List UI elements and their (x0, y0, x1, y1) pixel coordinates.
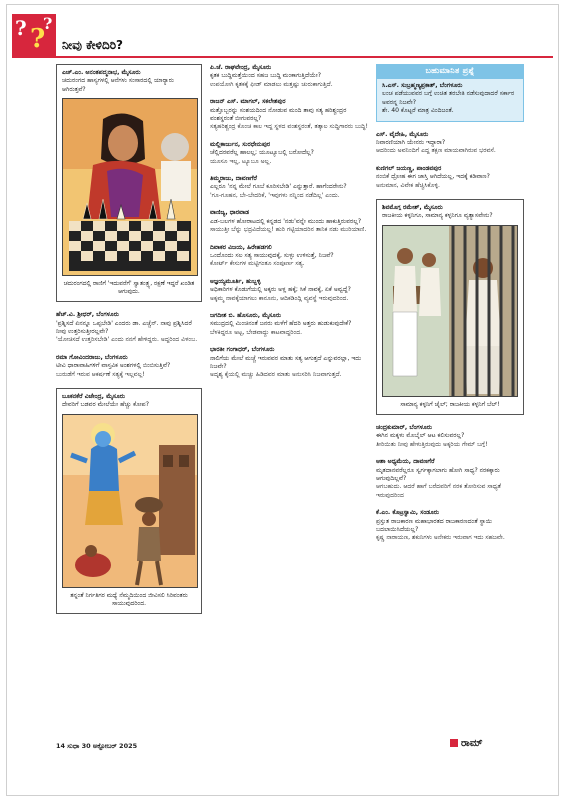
answer-caption: ಸಾಮಾನ್ಯ ಕಳ್ಳನಿಗೆ ಜೈಲ್; ರಾಜಕೀಯ ಕಳ್ಳನಿಗೆ ಬೆಲ್! (400, 400, 500, 408)
question-text: ನಿವಾರಣಿಯಾಗಿ ಯೇನರು ಇದ್ದಾರಾ? (376, 139, 446, 147)
answer-caption: ತನ್ನಂತೆ ನಿರ್ಗತಿಗರ ಮಧ್ಯೆ ನೆಮ್ಮದಿಯಿಂದ ಜೀವಿಸಲಿ ಸಿರಿವಂತರು ಸಾಯುವುದರಿಂದ. (70, 591, 188, 607)
question-text: ಟೀವಿ ಧಾರಾವಾಹಿಗಳಿಗೆ ವಾಸ್ತವಿಕ ಅಂಶಗಳಲ್ಲಿ ಬಿಂಬಿಸುತ್ತಿವೆ? (56, 362, 171, 370)
politician-prisoner-illustration (382, 225, 518, 397)
qa-item (210, 278, 370, 303)
question-box-1 (56, 64, 202, 302)
qa-item (376, 424, 524, 449)
answer-text: ಕೃಷ್ಣ ನಾರಾಯಣ, ಶಕುನಿಗಳು ಅನೇಕರು ಇರುವಾಗ ಇದು ಸಹಜವೇ. (376, 534, 505, 542)
answer-text: ಅನುಮಾನ, ವಿವೇಕ ಹೆಚ್ಚಿಸಿಕೊಳ್ಳಿ. (376, 181, 440, 189)
questioner-name: ದಿವಾಕರ ವಿಜಯ, ಹಿರೇಹಡಗಲಿ (210, 243, 272, 251)
qa-item (376, 509, 524, 543)
question-text: ನಾಲಿಗೆಯ ಮೇಲೆ ಮಚ್ಚೆ ಇರುವವರ ಮಾತು ಸತ್ಯ ಆಗುತ್ತದೆ ಎನ್ನುವರಲ್ಲಾ, ಇದು ನಿಜವೇ? (210, 354, 362, 370)
qa-item (56, 311, 202, 345)
question-text: ಒಂದೊಂದು ಸಲ ಸತ್ಯ ಸಾಯುವುದಕ್ಕೆ, ಸುಳ್ಳು ಉಳಿಸುತ್ತೆ, ನಿಜವೆ? (210, 251, 334, 259)
answer-text: ಆದರಿಂದು ಅವನಿಂದಿಗೆ ಎದ್ದ ತಕ್ಷಣ ಮಾಯವಾಗಿರುವ ಭರವಸೆ. (376, 147, 496, 155)
qa-item (376, 131, 524, 156)
questioner-name: ಚಂದ್ರಕುಮಾರ್, ಬೆಂಗಳೂರು (376, 423, 433, 431)
page-footer: 14 ಸುಧಾ 30 ಅಕ್ಟೋಬರ್ 2025 (56, 742, 138, 750)
columnist-signature (450, 738, 483, 749)
question-text: ಮತ್ತೊಬ್ಬರನ್ನು ಸಂಶಯದಿಂದ ನೋಡುವ ಮಂದಿ ತಾವು ಸತ್ಯ ಹರಿಶ್ಚಂದ್ರರ ವಂಶಸ್ಥರಂತೆ ಬೀಗುವರಲ್ಲ? (210, 106, 347, 123)
qa-item (210, 141, 370, 166)
question-text: 'ಪ್ರಶ್ನಿಸದೆ ಏನನ್ನೂ ಒಪ್ಪಬೇಡಿ' ಎಂದರು ಡಾ. ಎಚ್ಚೆನ್. ನಾವು ಪ್ರಶ್ನಿಸಿದರೆ ನೀವು ಉತ್ತರಿಸುತ್ತೀರಲ್ಲವೇ? (56, 319, 192, 336)
question-text: ಚದುರಂಗದ ಹಾಸ್ಯಗಳಲ್ಲಿ ಆನೆಗಳು ಸಂಸಾರದಲ್ಲಿ ಯಾರ್‍ಯಾರು ಆಗಿರುತ್ತವೆ? (62, 77, 174, 93)
questioner-name: ಕೆ.ಎಂ. ಕೊಟ್ರಸ್ವಾಮಿ, ಸಂಡೂರು (376, 509, 440, 517)
questioner-name: ಹೆಚ್.ವಿ. ಶ್ರೀಧರ್, ಬೆಂಗಳೂರು (56, 311, 119, 319)
questioner-name: ಎಚ್.ಎಂ. ಅನಂತಪದ್ಮನಾಭ, ಮೈಸೂರು (62, 69, 141, 76)
signature-square-icon (450, 739, 458, 747)
answer-text: ಆಗಬಹುದು. ಆದರೆ ಹಾಗೆ ಬರೆದವರಿಗೆ ನರಕ ತೋರಿಸುವ ಸಾಧ್ಯತೆ ಇರುವುದರಿಂದ (376, 483, 501, 499)
qa-item (210, 98, 370, 132)
questioner-name: ಭಾರತೀ ಗಂಗಾಧರ್, ಬೆಂಗಳೂರು (210, 346, 275, 354)
questioner-name: ಮಲ್ಲಿಕಾರ್ಜುನ, ಸುರಧೇನುಪುರ (210, 140, 271, 148)
question-text: ನಂಬಿಕೆ ದ್ರೋಹ ಈಗ ಜಾಸ್ತಿ ಆಗಿದೆಯಲ್ಲ, ಇದಕ್ಕೆ ಕಡಿವಾಣ? (376, 173, 490, 181)
question-text: ಲಂಚ ಪಡೆಯುವವರ ಬಗ್ಗೆ ಉಚಿತ ತರಬೇತಿ ನಡೆಸುವುದಾದರೆ ಸರ್ಕಾರ ಅವರನ್ನ ನಿಜವೇ? (382, 90, 515, 106)
question-text: ದೇವರಿಗೆ ಬಡವರ ಮೇಲೆಯೇ ಹೆಚ್ಚು ಕೋಪ? (62, 401, 149, 409)
questioner-name: ರಮಾ ಗೋವಿಂದರಾಜು, ಬೆಂಗಳೂರು (56, 353, 128, 361)
featured-question-box (376, 78, 524, 122)
qa-item (56, 354, 202, 379)
answer-text: ತೀರಿಯಿತು ನೀವು ಹೇಳುತ್ತಿರುವುದು ಅಕ್ಕರಿಯ ಗೇಮ್ ಬಗ್ಗೆ! (376, 440, 488, 448)
questioner-name: ಎಸ್. ವೈದೇಹಿ, ಮೈಸೂರು (376, 130, 429, 138)
question-text: ಮೃತದಾನವರೆಲ್ಲರೂ ಸ್ವರ್ಗಕ್ಕಾಗಲಾಗು ಹೋಗಿ ಸಾಧ್ಯ? ನರಕಕ್ಕಾರು ಆಗುವುದಿಲ್ಲವೆ? (376, 466, 500, 482)
question-text: ಪ್ರಸ್ತುತ ರಾಜಕಾರಣ ಮಹಾಭಾರತದ ರಾಜಕಾರಣದಂತೆ ಸ್ಥಾಯಿ ಬದಲಾಯಿಸಿದೆಯಲ್ಲ? (376, 517, 493, 533)
questioner-name: ಸಿ.ಎಸ್. ಸುಬ್ರಹ್ಮಣ್ಯಪ್ರಕಾಶ್, ಬೆಂಗಳೂರು (382, 82, 463, 89)
question-box-2 (56, 388, 202, 614)
column-1 (56, 64, 202, 623)
answer-text: ಅದೃಶ್ಯ ಕೈಯಲ್ಲಿ ಮಚ್ಚು ಹಿಡಿದವರ ಮಾತು ಅನುಸರಿಸಿ ನಿಜವಾಗುತ್ತದೆ. (210, 371, 342, 379)
question-text: ಎಲ್ಲರೂ 'ನನ್ನ ಮೇಲೆ ಗೂಬೆ ಕೂರಿಸಬೇಡಿ' ಎನ್ನುತ್ತಾರೆ. ಹಾಗೆಂದರೇನು? (210, 183, 347, 191)
page-title: ನೀವು ಕೇಳಿದಿರಿ? (62, 38, 124, 52)
column-3 (376, 64, 524, 552)
answer-text: ಉಪಯೋಗಿ ಕೃತಕಕ್ಕೆ ಫೀಡ್ ಮಾಡಲು ಮತ್ತಷ್ಟು ಚುರುಕಾಗುತ್ತಿದೆ. (210, 80, 333, 88)
qa-item (210, 64, 370, 89)
header-rule (12, 56, 553, 58)
answer-text: ಬುರುಡೆಗೆ ಇರುವ ಆಕರ್ಷಣೆ ಸತ್ಯಕ್ಕೆ ಇಲ್ಲವಲ್ಲ! (56, 370, 145, 378)
column-2 (210, 64, 370, 389)
question-text: ಈಗಿನ ಮಕ್ಕಳು ಮೊಬೈಲ್ ಆಟ ಕಲಿಸುವರಲ್ಲ? (376, 432, 465, 440)
qa-item (210, 209, 370, 234)
questioner-name: ರಾಜನ್ ಎಸ್. ಮಾಗಲ್, ಸಕಲೇಶಪುರ (210, 98, 286, 106)
answer-caption: ಚದುರಂಗದಲ್ಲಿ ರಾಣಿಗೆ 'ಇದುವರೆಗೆ' ಸ್ವಾತಂತ್ರ್ಯ, ರಕ್ಷಣೆ ಇದ್ದರೆ ಖಂಡಿತ ಆಗುವುದು. (63, 280, 195, 296)
question-text: ಕೃತಕ ಬುದ್ಧಿಮತ್ತೆಯಿಂದ ಸಹಜ ಬುದ್ಧಿ ಮಂಕಾಗುತ್ತಿದೆಯೇ? (210, 72, 321, 80)
qa-item (376, 165, 524, 190)
answer-text: ಸಾಯುತ್ತೀ ಬೆನ್ನು ಭದ್ರವಿದೆಯಲ್ಲ! ಹುರಿ ಗಟ್ಟಿಯಾದರಿನ ತಾನಿಕ ನಡು ಮುರಿಯಾಣಿ. (210, 226, 367, 234)
column-logo: ? ? ? (12, 14, 56, 56)
featured-question-header: ಬಹುಮಾನಿತ ಪ್ರಶ್ನೆ (376, 64, 524, 78)
questioner-name: ಕುಣಿಗಲ್ ಜಯಣ್ಣ, ಪಾಂಡವಪುರ (376, 164, 442, 172)
questioner-name: ತಿಮ್ಮರಾಜು, ದಾವಣಗೆರೆ (210, 175, 258, 183)
questioner-name: ವಾಣಿಜ್ಯ, ಧಾರವಾಡ (210, 209, 250, 217)
answer-text: ಸತ್ಯಹರಿಶ್ಚಂದ್ರ ಕೊಂಚ ಕಾಲ ಇದ್ದ ಸ್ಥಳದ ವಂಶಸ್ಥರಂತೆ, ತತ್ಕಾಲ ಸುದ್ದಿಗಾರರು ಬುದ್ಧಿ! (210, 123, 368, 131)
answer-text: ಅಕ್ಕಮ್ಮ ನಾವಕ್ಕೆಯಾಗಲು ಕಾನೂನು, ಆದಿಕಡಿಂದ್ಲಿ ವ್ಯವಸ್ಥೆ ಇರುವುದರಿಂದ. (210, 294, 349, 302)
question-text: ರಾಜಕೀಯ ಕಳ್ಳನಿಗೂ, ಸಾಮಾನ್ಯ ಕಳ್ಳನಿಗೂ ವ್ಯತ್ಯಾಸವೇನು? (382, 212, 493, 220)
question-text: ಸಮುದ್ರದಲ್ಲಿ ಮಿಂಚಿನಂತೆ ಜನರು ಮಳೆಗೆ ಹೆದರಿ ಅತ್ತರು ಹುಡುಕುವುದೇಕೆ? (210, 320, 352, 328)
signature-text: ರಾಮ್ (461, 738, 483, 749)
qa-item (376, 458, 524, 500)
questioner-name: ಪಿ.ಜೆ. ರಾಘವೇಂದ್ರ, ಮೈಸೂರು (210, 64, 272, 71)
question-text: ಚೆಲ್ಲಿದರವರೆಲ್ಲ ಹಾಲಲ್ಲ; ಯೂಟ್ಯೂಬಲ್ಲಿ ಬರೋದೆಲ್ಲ? (210, 149, 314, 157)
answer-text: ಶೇ. 40 ಕೊಟ್ಟರೆ ಮಾತ್ರ ವಿಂದಿಜಂತೆ. (382, 107, 454, 115)
qa-item (210, 346, 370, 380)
questioner-name: ಬೂಕನಕೆರೆ ವಿಜೇಂದ್ರ, ಮೈಸೂರು (62, 393, 126, 401)
answer-text: ಬೆಳಕಿದ್ದರೂ ಅಟ್ಟ, ಬೇಡವಾದ್ದು ಕಾಟವಾದ್ದರಿಂದ. (210, 328, 303, 336)
qa-item (210, 244, 370, 269)
qa-item (210, 312, 370, 337)
answer-text: 'ಗೂ-ಗೂಹನ, ಬೇ-ಬೇದರಿಕೆ, 'ಇವುಗಳು ನನ್ನಿಂದ ನಡೆದಿಲ್ಲ' ಎಂದು. (210, 191, 340, 199)
answer-text: ಯೂಸೂ ಇಲ್ಲ, ಟ್ಯೂಬೂ ಅಲ್ಲ. (210, 157, 272, 165)
chess-woman-illustration (62, 98, 198, 276)
answer-text: ಕೋರ್ಟ್ ಕೇಸುಗಳ ಮಟ್ಟಿಗಂತೂ ಸಂಪೂರ್ಣ ಸತ್ಯ. (210, 260, 305, 268)
question-text: ಅಧಿಕಾರಿಗಳ ಕೊಡುಗೆಯಲ್ಲಿ ಅಕ್ಕರು ಅಳ್ಲ ಹಕ್ಕೆ; ಸಿಕೆ ನಾವಕ್ಕೆ, ಏಕೆ ಅವ್ವದ್ದೆ? (210, 286, 351, 294)
questioner-name: ಅಜ್ಞಯ್ಯಮೂರ್ತಿ, ಹುಬ್ಬಳ್ಳಿ (210, 277, 261, 285)
deity-and-poor-illustration (62, 414, 198, 588)
qa-item (210, 175, 370, 200)
question-text: ಎಡ-ಬಲಗಳ ಹೋರಾಟದಲ್ಲಿ ಕನ್ನಡದ 'ನಡು'ವನ್ನೇ ಮುಂದು ಹಾಕುತ್ತಿರುವರಲ್ಲ? (210, 217, 362, 225)
questioner-name: ಶಿವಮೊಗ್ಗ ರಮೇಶ್, ಮೈಸೂರು (382, 204, 443, 212)
questioner-name: ಆಶಾ ಅಧ್ಯಮೆಯ, ದಾವಣಗೆರೆ (376, 458, 435, 466)
question-box-3 (376, 199, 524, 415)
answer-text: 'ಯೋಚಿಸದೆ ಉತ್ತರಿಸಬೇಡಿ' ಎಂದು ನನಗೆ ಹೇಳಿದ್ದರು. ಅದ್ದರಿಂದ ವಿಳಂಬ. (56, 336, 198, 344)
questioner-name: ಜಗದೀಶ ಬಿ. ಹೊಸೂರು, ಮೈಸೂರು (210, 311, 282, 319)
